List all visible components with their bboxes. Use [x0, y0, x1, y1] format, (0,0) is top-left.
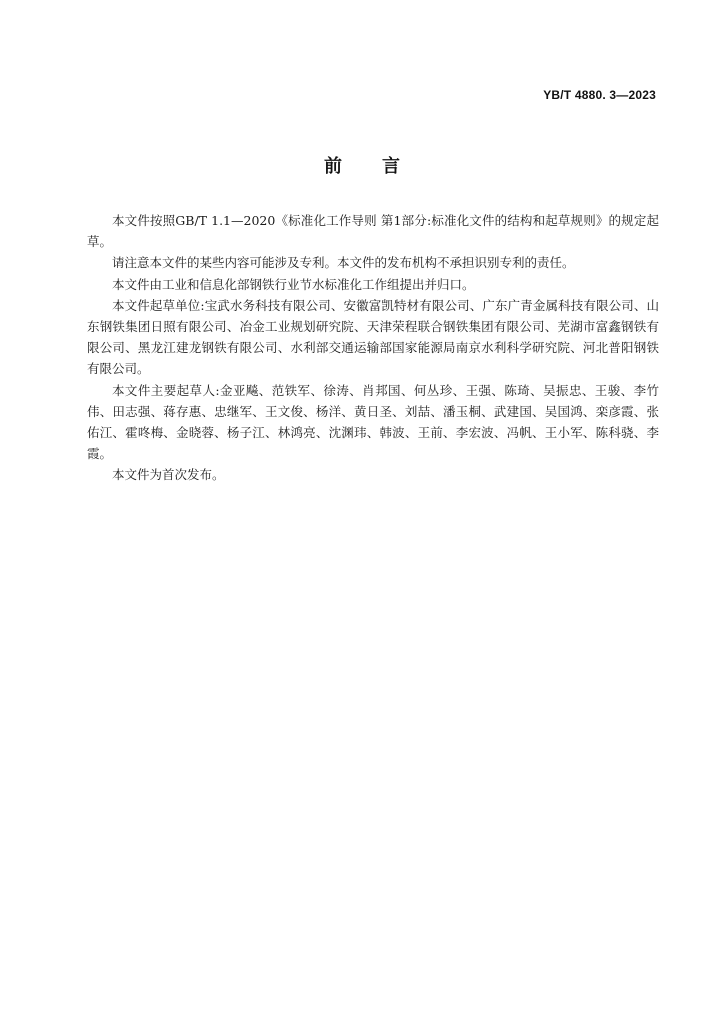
paragraph-drafting-rules: 本文件按照GB/T 1.1—2020《标准化工作导则 第1部分:标准化文件的结构和起草规则》的规定起草。 [87, 213, 659, 250]
page-title: 前言 [324, 156, 440, 177]
document-number: YB/T 4880. 3—2023 [543, 88, 656, 102]
paragraph-main-drafters: 本文件主要起草人:金亚飚、范铁军、徐涛、肖邦国、何丛珍、王强、陈琦、吴振忠、王骏、李竹伟、田志强、蒋存惠、忠继军、王文俊、杨洋、黄日圣、刘喆、潘玉桐、武建国、吴国鸿、栾彦霞、张佑江、霍咚梅、金晓蓉、杨子江、林鸿亮、沈渊玮、韩波、王前、李宏波、冯帆、王小军、陈科骁、李霞。 [87, 382, 659, 462]
document-body [87, 210, 659, 486]
paragraph-proposer: 本文件由工业和信息化部钢铁行业节水标准化工作组提出并归口。 [112, 276, 475, 292]
paragraph-first-release: 本文件为首次发布。 [112, 467, 225, 483]
paragraph-patent-notice: 请注意本文件的某些内容可能涉及专利。本文件的发布机构不承担识别专利的责任。 [112, 255, 575, 271]
paragraph-drafting-units: 本文件起草单位:宝武水务科技有限公司、安徽富凯特材有限公司、广东广青金属科技有限公司、山东钢铁集团日照有限公司、冶金工业规划研究院、天津荣程联合钢铁集团有限公司、芜湖市富鑫钢铁有限公司、黑龙江建龙钢铁有限公司、水利部交通运输部国家能源局南京水利科学研究院、河北普阳钢铁有限公司。 [87, 297, 659, 377]
